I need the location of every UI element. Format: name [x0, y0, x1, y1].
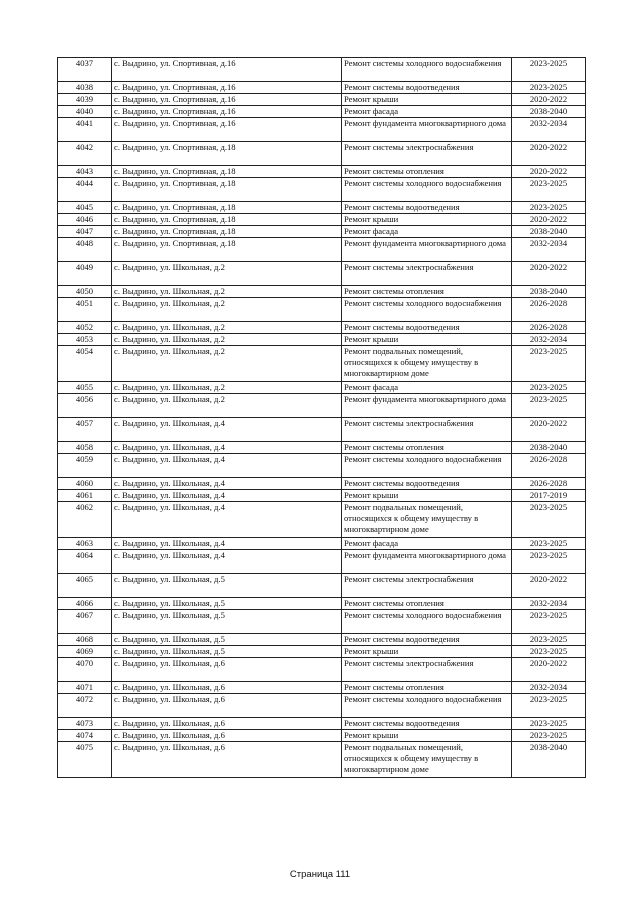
- row-work-type: Ремонт фасада: [342, 382, 512, 394]
- table-row: [58, 262, 586, 286]
- row-work-type: Ремонт системы электроснабжения: [342, 262, 512, 286]
- row-address: с. Выдрино, ул. Школьная, д.4: [112, 454, 342, 478]
- row-work-type: Ремонт подвальных помещений, относящихся к общему имуществу в многоквартирном доме: [342, 742, 512, 778]
- row-number: 4049: [58, 262, 112, 286]
- table-row: [58, 166, 586, 178]
- row-number: 4041: [58, 118, 112, 142]
- row-period: 2032-2034: [512, 238, 586, 262]
- row-address: с. Выдрино, ул. Спортивная, д.18: [112, 166, 342, 178]
- row-work-type: Ремонт системы водоотведения: [342, 202, 512, 214]
- row-address: с. Выдрино, ул. Школьная, д.6: [112, 658, 342, 682]
- row-period: 2020-2022: [512, 418, 586, 442]
- row-address: с. Выдрино, ул. Школьная, д.6: [112, 682, 342, 694]
- row-work-type: Ремонт подвальных помещений, относящихся к общему имуществу в многоквартирном доме: [342, 502, 512, 538]
- row-period: 2038-2040: [512, 226, 586, 238]
- row-work-type: Ремонт фундамента многоквартирного дома: [342, 238, 512, 262]
- row-address: с. Выдрино, ул. Школьная, д.4: [112, 550, 342, 574]
- table-row: [58, 394, 586, 418]
- row-period: 2023-2025: [512, 82, 586, 94]
- row-work-type: Ремонт фундамента многоквартирного дома: [342, 118, 512, 142]
- row-address: с. Выдрино, ул. Школьная, д.2: [112, 286, 342, 298]
- table-row: [58, 502, 586, 538]
- table-row: [58, 178, 586, 202]
- table-row: [58, 490, 586, 502]
- row-address: с. Выдрино, ул. Школьная, д.6: [112, 718, 342, 730]
- table-row: [58, 598, 586, 610]
- row-address: с. Выдрино, ул. Школьная, д.2: [112, 322, 342, 334]
- table-row: [58, 286, 586, 298]
- row-address: с. Выдрино, ул. Спортивная, д.16: [112, 94, 342, 106]
- table-row: [58, 418, 586, 442]
- row-work-type: Ремонт крыши: [342, 214, 512, 226]
- table-row: [58, 238, 586, 262]
- row-number: 4054: [58, 346, 112, 382]
- row-number: 4058: [58, 442, 112, 454]
- table-row: [58, 58, 586, 82]
- row-period: 2020-2022: [512, 658, 586, 682]
- row-address: с. Выдрино, ул. Спортивная, д.18: [112, 178, 342, 202]
- row-work-type: Ремонт крыши: [342, 490, 512, 502]
- row-period: 2026-2028: [512, 322, 586, 334]
- row-work-type: Ремонт фасада: [342, 226, 512, 238]
- row-number: 4074: [58, 730, 112, 742]
- row-work-type: Ремонт системы водоотведения: [342, 82, 512, 94]
- row-work-type: Ремонт системы отопления: [342, 598, 512, 610]
- row-period: 2023-2025: [512, 646, 586, 658]
- row-address: с. Выдрино, ул. Спортивная, д.16: [112, 106, 342, 118]
- row-address: с. Выдрино, ул. Школьная, д.5: [112, 634, 342, 646]
- row-period: 2023-2025: [512, 58, 586, 82]
- row-period: 2023-2025: [512, 550, 586, 574]
- row-number: 4073: [58, 718, 112, 730]
- row-number: 4044: [58, 178, 112, 202]
- row-period: 2023-2025: [512, 718, 586, 730]
- row-work-type: Ремонт крыши: [342, 646, 512, 658]
- table-row: [58, 634, 586, 646]
- row-work-type: Ремонт системы отопления: [342, 682, 512, 694]
- row-period: 2023-2025: [512, 382, 586, 394]
- row-period: 2020-2022: [512, 574, 586, 598]
- row-work-type: Ремонт системы электроснабжения: [342, 418, 512, 442]
- row-address: с. Выдрино, ул. Школьная, д.4: [112, 418, 342, 442]
- row-work-type: Ремонт крыши: [342, 94, 512, 106]
- row-period: 2023-2025: [512, 178, 586, 202]
- row-period: 2038-2040: [512, 286, 586, 298]
- row-number: 4051: [58, 298, 112, 322]
- row-work-type: Ремонт крыши: [342, 730, 512, 742]
- row-work-type: Ремонт фасада: [342, 106, 512, 118]
- row-address: с. Выдрино, ул. Школьная, д.4: [112, 502, 342, 538]
- table-row: [58, 694, 586, 718]
- row-work-type: Ремонт крыши: [342, 334, 512, 346]
- table-row: [58, 214, 586, 226]
- row-work-type: Ремонт системы водоотведения: [342, 322, 512, 334]
- row-number: 4059: [58, 454, 112, 478]
- row-period: 2020-2022: [512, 166, 586, 178]
- row-period: 2023-2025: [512, 610, 586, 634]
- table-row: [58, 718, 586, 730]
- table-row: [58, 658, 586, 682]
- table-row: [58, 226, 586, 238]
- row-address: с. Выдрино, ул. Спортивная, д.16: [112, 82, 342, 94]
- row-number: 4045: [58, 202, 112, 214]
- row-address: с. Выдрино, ул. Школьная, д.4: [112, 538, 342, 550]
- repair-schedule-table: [57, 57, 586, 778]
- table-row: [58, 94, 586, 106]
- row-number: 4048: [58, 238, 112, 262]
- row-period: 2023-2025: [512, 730, 586, 742]
- table-row: [58, 82, 586, 94]
- row-address: с. Выдрино, ул. Школьная, д.2: [112, 334, 342, 346]
- row-work-type: Ремонт подвальных помещений, относящихся к общему имуществу в многоквартирном доме: [342, 346, 512, 382]
- row-work-type: Ремонт системы холодного водоснабжения: [342, 58, 512, 82]
- row-work-type: Ремонт системы холодного водоснабжения: [342, 298, 512, 322]
- table-row: [58, 202, 586, 214]
- row-number: 4072: [58, 694, 112, 718]
- row-address: с. Выдрино, ул. Школьная, д.4: [112, 478, 342, 490]
- row-period: 2032-2034: [512, 682, 586, 694]
- row-period: 2026-2028: [512, 454, 586, 478]
- row-period: 2026-2028: [512, 298, 586, 322]
- row-work-type: Ремонт системы водоотведения: [342, 634, 512, 646]
- table-row: [58, 646, 586, 658]
- row-number: 4062: [58, 502, 112, 538]
- row-address: с. Выдрино, ул. Школьная, д.5: [112, 610, 342, 634]
- row-address: с. Выдрино, ул. Школьная, д.2: [112, 346, 342, 382]
- row-number: 4070: [58, 658, 112, 682]
- row-period: 2023-2025: [512, 394, 586, 418]
- row-work-type: Ремонт системы водоотведения: [342, 718, 512, 730]
- row-work-type: Ремонт фундамента многоквартирного дома: [342, 394, 512, 418]
- table-row: [58, 538, 586, 550]
- row-address: с. Выдрино, ул. Спортивная, д.18: [112, 238, 342, 262]
- row-period: 2020-2022: [512, 262, 586, 286]
- row-number: 4069: [58, 646, 112, 658]
- row-number: 4052: [58, 322, 112, 334]
- table-row: [58, 298, 586, 322]
- row-period: 2017-2019: [512, 490, 586, 502]
- row-work-type: Ремонт фундамента многоквартирного дома: [342, 550, 512, 574]
- row-work-type: Ремонт системы холодного водоснабжения: [342, 694, 512, 718]
- row-address: с. Выдрино, ул. Школьная, д.4: [112, 442, 342, 454]
- row-address: с. Выдрино, ул. Спортивная, д.18: [112, 226, 342, 238]
- row-address: с. Выдрино, ул. Школьная, д.2: [112, 298, 342, 322]
- table-row: [58, 322, 586, 334]
- row-number: 4066: [58, 598, 112, 610]
- row-address: с. Выдрино, ул. Школьная, д.5: [112, 646, 342, 658]
- row-number: 4065: [58, 574, 112, 598]
- row-number: 4039: [58, 94, 112, 106]
- row-work-type: Ремонт системы электроснабжения: [342, 574, 512, 598]
- table-row: [58, 574, 586, 598]
- row-number: 4040: [58, 106, 112, 118]
- table-body: [58, 58, 586, 778]
- row-number: 4063: [58, 538, 112, 550]
- row-number: 4043: [58, 166, 112, 178]
- row-number: 4055: [58, 382, 112, 394]
- row-number: 4056: [58, 394, 112, 418]
- row-number: 4050: [58, 286, 112, 298]
- row-address: с. Выдрино, ул. Спортивная, д.18: [112, 202, 342, 214]
- row-work-type: Ремонт системы холодного водоснабжения: [342, 610, 512, 634]
- table-row: [58, 106, 586, 118]
- row-number: 4068: [58, 634, 112, 646]
- row-period: 2038-2040: [512, 106, 586, 118]
- row-number: 4061: [58, 490, 112, 502]
- row-address: с. Выдрино, ул. Спортивная, д.16: [112, 58, 342, 82]
- row-address: с. Выдрино, ул. Школьная, д.4: [112, 490, 342, 502]
- row-address: с. Выдрино, ул. Спортивная, д.18: [112, 214, 342, 226]
- row-period: 2023-2025: [512, 694, 586, 718]
- row-address: с. Выдрино, ул. Спортивная, д.16: [112, 118, 342, 142]
- table-row: [58, 442, 586, 454]
- row-work-type: Ремонт системы холодного водоснабжения: [342, 454, 512, 478]
- table-row: [58, 334, 586, 346]
- row-address: с. Выдрино, ул. Школьная, д.6: [112, 742, 342, 778]
- row-period: 2023-2025: [512, 538, 586, 550]
- table-row: [58, 142, 586, 166]
- row-number: 4064: [58, 550, 112, 574]
- row-number: 4067: [58, 610, 112, 634]
- row-address: с. Выдрино, ул. Спортивная, д.18: [112, 142, 342, 166]
- row-period: 2023-2025: [512, 346, 586, 382]
- row-work-type: Ремонт системы отопления: [342, 166, 512, 178]
- row-period: 2026-2028: [512, 478, 586, 490]
- row-period: 2032-2034: [512, 334, 586, 346]
- row-number: 4060: [58, 478, 112, 490]
- row-period: 2038-2040: [512, 442, 586, 454]
- row-period: 2023-2025: [512, 634, 586, 646]
- row-address: с. Выдрино, ул. Школьная, д.5: [112, 598, 342, 610]
- row-period: 2023-2025: [512, 502, 586, 538]
- row-address: с. Выдрино, ул. Школьная, д.2: [112, 262, 342, 286]
- row-address: с. Выдрино, ул. Школьная, д.2: [112, 394, 342, 418]
- row-period: 2020-2022: [512, 214, 586, 226]
- table-row: [58, 478, 586, 490]
- row-work-type: Ремонт системы водоотведения: [342, 478, 512, 490]
- row-number: 4057: [58, 418, 112, 442]
- row-period: 2020-2022: [512, 94, 586, 106]
- row-number: 4046: [58, 214, 112, 226]
- table-row: [58, 742, 586, 778]
- row-number: 4047: [58, 226, 112, 238]
- table-row: [58, 682, 586, 694]
- row-address: с. Выдрино, ул. Школьная, д.6: [112, 730, 342, 742]
- table-row: [58, 118, 586, 142]
- table-row: [58, 382, 586, 394]
- row-work-type: Ремонт системы электроснабжения: [342, 142, 512, 166]
- row-number: 4038: [58, 82, 112, 94]
- row-period: 2023-2025: [512, 202, 586, 214]
- table-row: [58, 730, 586, 742]
- row-work-type: Ремонт системы отопления: [342, 442, 512, 454]
- table-row: [58, 454, 586, 478]
- row-period: 2032-2034: [512, 598, 586, 610]
- row-work-type: Ремонт системы отопления: [342, 286, 512, 298]
- row-period: 2032-2034: [512, 118, 586, 142]
- table-row: [58, 610, 586, 634]
- row-number: 4037: [58, 58, 112, 82]
- row-work-type: Ремонт системы холодного водоснабжения: [342, 178, 512, 202]
- page-number: Страница 111: [289, 869, 351, 880]
- row-address: с. Выдрино, ул. Школьная, д.2: [112, 382, 342, 394]
- row-number: 4042: [58, 142, 112, 166]
- row-address: с. Выдрино, ул. Школьная, д.6: [112, 694, 342, 718]
- row-period: 2038-2040: [512, 742, 586, 778]
- row-number: 4053: [58, 334, 112, 346]
- row-work-type: Ремонт фасада: [342, 538, 512, 550]
- table-row: [58, 550, 586, 574]
- row-number: 4075: [58, 742, 112, 778]
- row-address: с. Выдрино, ул. Школьная, д.5: [112, 574, 342, 598]
- row-number: 4071: [58, 682, 112, 694]
- row-period: 2020-2022: [512, 142, 586, 166]
- table-row: [58, 346, 586, 382]
- row-work-type: Ремонт системы электроснабжения: [342, 658, 512, 682]
